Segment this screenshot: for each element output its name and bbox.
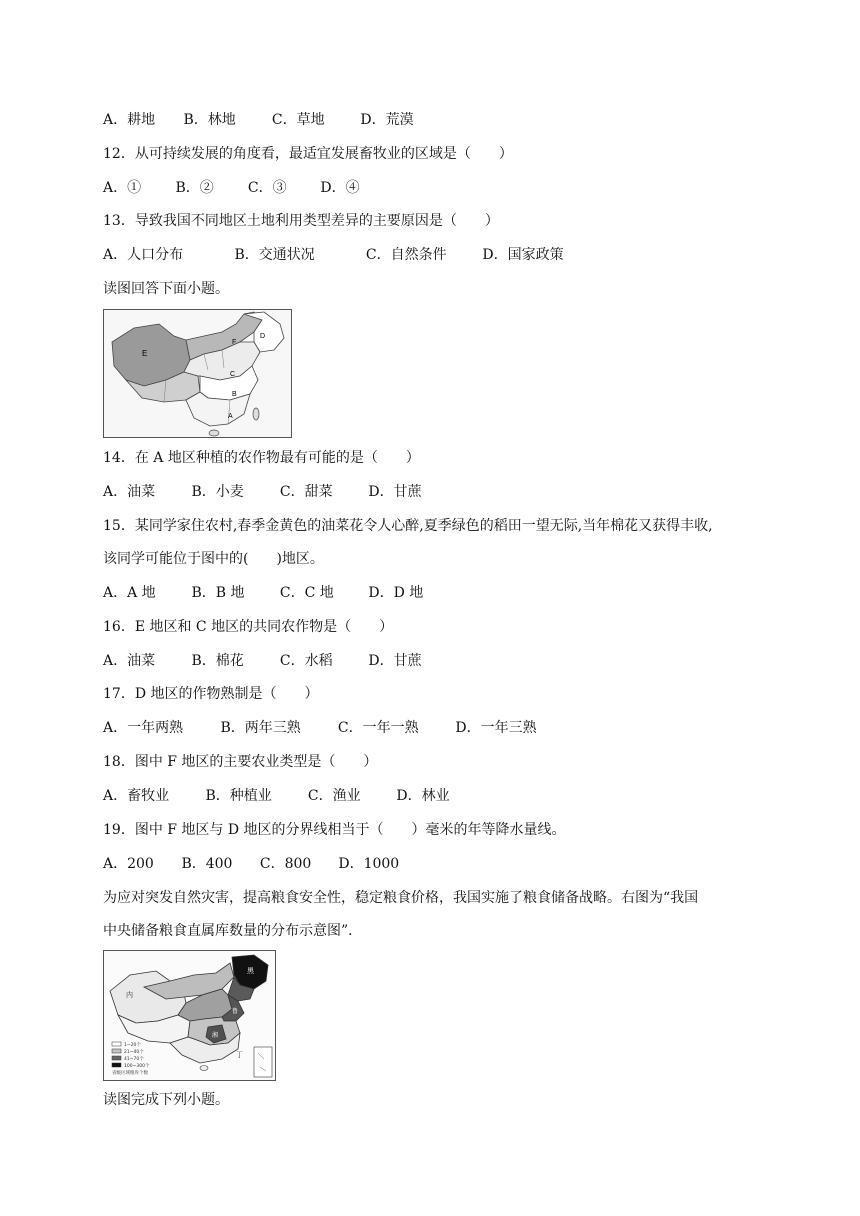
q16-option-a: A．油菜 [103,653,156,669]
q13-option-d: D．国家政策 [482,247,564,263]
legend-text-3: 41~70个 [124,1057,144,1062]
intro-read-map-1: 读图回答下面小题。 [103,281,229,297]
intro-read-map-2: 读图完成下列小题。 [103,1092,229,1108]
q13-stem: 13．导致我国不同地区土地利用类型差异的主要原因是（ ） [103,213,499,229]
map1-label-b: B [232,391,237,398]
legend-text-1: 1~20个 [124,1043,141,1048]
q14-options [103,483,422,501]
q12-stem: 12．从可持续发展的角度看，最适宜发展畜牧业的区域是（ ） [103,146,513,162]
map2-label-hei: 黑 [247,967,254,975]
intro-grain-reserve-line2: 中央储备粮食直属库数量的分布示意图”． [103,923,363,939]
q15-stem-line2: 该同学可能位于图中的( )地区。 [103,551,324,567]
q14-option-b: B．小麦 [191,484,244,500]
map2-label-lu: 鲁 [232,1008,239,1015]
q13-options [103,246,564,264]
q11-option-a: A．耕地 [103,112,156,128]
q11-option-c: C．草地 [271,112,325,128]
q19-option-b: B．400 [181,856,233,872]
q18-option-c: C．渔业 [307,788,361,804]
map1-label-d: D [260,333,266,340]
q15-option-a: A．A 地 [103,585,156,601]
q12-option-b: B．② [175,180,214,196]
q18-stem: 18．图中 F 地区的主要农业类型是（ ） [103,754,378,770]
q15-option-c: C．C 地 [279,585,334,601]
map1-label-f: F [232,339,237,346]
q19-options [103,855,399,873]
q17-stem: 17．D 地区的作物熟制是（ ） [103,686,319,702]
q17-option-d: D．一年三熟 [455,720,537,736]
map2-label-nei: 内 [126,991,133,999]
q19-option-c: C．800 [259,856,312,872]
legend-swatch-1 [112,1042,121,1046]
q17-option-a: A．一年两熟 [103,720,184,736]
q15-options [103,584,423,602]
q17-option-b: B．两年三熟 [220,720,301,736]
q11-option-d: D．荒漠 [360,112,414,128]
grain-reserve-map-drawing [104,951,275,1080]
q16-stem: 16．E 地区和 C 地区的共同农作物是（ ） [103,619,394,635]
q11-option-b: B．林地 [183,112,236,128]
q16-option-c: C．水稻 [279,653,333,669]
q15-option-b: B．B 地 [191,585,245,601]
map2-legend [112,1041,150,1076]
taiwan-shape [253,408,259,420]
q14-option-d: D．甘蔗 [368,484,422,500]
hainan-island-shape [200,1066,208,1071]
q13-option-a: A．人口分布 [103,247,184,263]
q18-option-a: A．畜牧业 [103,788,170,804]
q18-options [103,787,450,805]
q18-option-d: D．林业 [396,788,450,804]
q16-option-b: B．棉花 [191,653,244,669]
china-agriculture-map-drawing [104,310,291,437]
q13-option-b: B．交通状况 [234,247,315,263]
china-agriculture-map [103,309,292,438]
intro-grain-reserve-line1: 为应对突发自然灾害，提高粮食安全性，稳定粮食价格，我国实施了粮食储备战略。右图为“我国 [103,890,699,906]
map1-label-a: A [228,413,233,420]
map1-label-c: C [230,371,236,378]
q17-option-c: C．一年一熟 [337,720,419,736]
legend-caption: 省级区域粮库个数 [112,1071,148,1076]
q12-option-c: C．③ [247,180,287,196]
q16-options [103,652,422,670]
q16-option-d: D．甘蔗 [368,653,422,669]
q13-option-c: C．自然条件 [365,247,447,263]
south-sea-inset [254,1047,272,1077]
q14-option-c: C．甜菜 [279,484,333,500]
legend-text-4: 100~300个 [124,1064,150,1069]
map1-label-e: E [142,349,148,358]
legend-text-2: 21~40个 [124,1050,144,1055]
q19-stem: 19．图中 F 地区与 D 地区的分界线相当于（ ）毫米的年等降水量线。 [103,822,566,838]
map2-label-ding: 丁 [236,1051,243,1059]
q15-stem-line1: 15．某同学家住农村,春季金黄色的油菜花令人心醉,夏季绿色的稻田一望无际,当年棉花又获得丰收, [103,518,713,534]
grain-reserve-map [103,950,276,1081]
q14-stem: 14．在 A 地区种植的农作物最有可能的是（ ） [103,450,420,466]
hainan-shape [209,430,219,436]
q17-options [103,719,537,737]
legend-swatch-2 [112,1049,121,1053]
q12-option-a: A．① [103,180,142,196]
q15-option-d: D．D 地 [368,585,424,601]
q12-options [103,179,360,197]
q12-option-d: D．④ [320,180,360,196]
q19-option-d: D．1000 [338,856,400,872]
map2-label-xiang: 湘 [212,1032,219,1039]
q18-option-b: B．种植业 [205,788,272,804]
q19-option-a: A．200 [103,856,154,872]
legend-swatch-4 [112,1063,121,1067]
q14-option-a: A．油菜 [103,484,156,500]
q11-options [103,111,414,129]
legend-swatch-3 [112,1056,121,1060]
